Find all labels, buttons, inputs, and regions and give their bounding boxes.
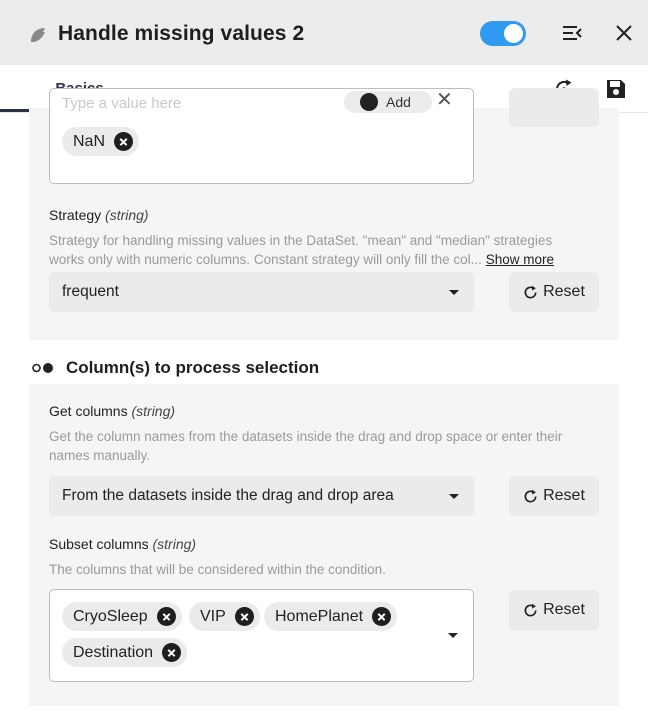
clear-values-icon[interactable]: ✕ [436, 89, 453, 111]
missing-values-input[interactable] [49, 88, 474, 184]
subset-columns-reset-button[interactable] [509, 590, 599, 630]
missing-values-placeholder: Type a value here [62, 95, 182, 112]
node-type-icon [29, 26, 47, 44]
subset-columns-description: The columns that will be considered within the condition. [49, 562, 386, 577]
chip-label: NaN [73, 132, 106, 150]
strategy-type: (string) [105, 207, 149, 223]
chevron-down-icon [449, 494, 459, 499]
close-icon[interactable] [613, 22, 635, 44]
chevron-down-icon [449, 290, 459, 295]
toggle-knob [504, 24, 523, 43]
remove-chip-icon[interactable] [372, 607, 391, 626]
subset-columns-input[interactable] [49, 589, 474, 682]
get-columns-value: From the datasets inside the drag and drop area [62, 487, 394, 504]
column-chip-homeplanet [264, 602, 397, 631]
reset-label: Reset [543, 601, 585, 618]
window-title: Handle missing values 2 [58, 22, 305, 45]
section-heading [32, 358, 319, 378]
strategy-description [49, 231, 589, 269]
get-columns-description: Get the column names from the datasets inside the drag and drop space or enter their names manually. [49, 429, 563, 463]
chip-label: CryoSleep [73, 607, 148, 625]
section-dots-icon [32, 362, 56, 374]
get-columns-reset-button[interactable] [509, 476, 599, 516]
reset-icon [523, 489, 538, 504]
subset-columns-label-text: Subset columns [49, 536, 149, 552]
reset-icon [523, 285, 538, 300]
column-selection-card [29, 384, 619, 706]
strategy-reset-button[interactable] [509, 272, 599, 312]
strategy-label [49, 207, 149, 223]
value-chip-nan [62, 127, 139, 156]
section-title: Column(s) to process selection [66, 358, 320, 377]
enable-toggle[interactable] [480, 21, 526, 46]
strategy-value: frequent [62, 283, 119, 300]
chip-label: Destination [73, 643, 154, 661]
subset-columns-label [49, 536, 196, 552]
strategy-description-text: Strategy for handling missing values in the DataSet. "mean" and "median" strategies works only with numeric columns. Constant strategy will only fill the col... [49, 233, 553, 267]
add-value-button[interactable] [344, 91, 432, 113]
subset-columns-type: (string) [152, 536, 197, 552]
reset-label: Reset [543, 283, 585, 300]
column-chip-vip [189, 602, 260, 631]
strategy-label-text: Strategy [49, 207, 102, 223]
basic-parameters-card [29, 89, 619, 340]
chip-label: VIP [200, 607, 226, 625]
chip-label: HomePlanet [275, 607, 364, 625]
get-columns-select[interactable] [49, 476, 474, 516]
add-icon [360, 93, 378, 111]
remove-chip-icon[interactable] [157, 607, 176, 626]
remove-chip-icon[interactable] [114, 132, 133, 151]
get-columns-label-text: Get columns [49, 403, 128, 419]
chevron-down-icon[interactable] [448, 633, 458, 638]
remove-chip-icon[interactable] [162, 643, 181, 662]
missing-values-side-button[interactable] [509, 88, 599, 127]
reset-label: Reset [543, 487, 585, 504]
collapse-panel-icon[interactable] [561, 22, 583, 44]
window-header [0, 0, 648, 65]
add-value-label: Add [386, 94, 411, 110]
reset-icon [523, 603, 538, 618]
get-columns-type: (string) [131, 403, 176, 419]
column-chip-cryosleep [62, 602, 182, 631]
settings-content[interactable] [0, 89, 648, 718]
save-icon[interactable] [605, 78, 627, 100]
column-chip-destination [62, 638, 187, 667]
show-more-link[interactable]: Show more [485, 252, 554, 267]
get-columns-label [49, 403, 175, 419]
remove-chip-icon[interactable] [235, 607, 254, 626]
strategy-select[interactable] [49, 272, 474, 312]
